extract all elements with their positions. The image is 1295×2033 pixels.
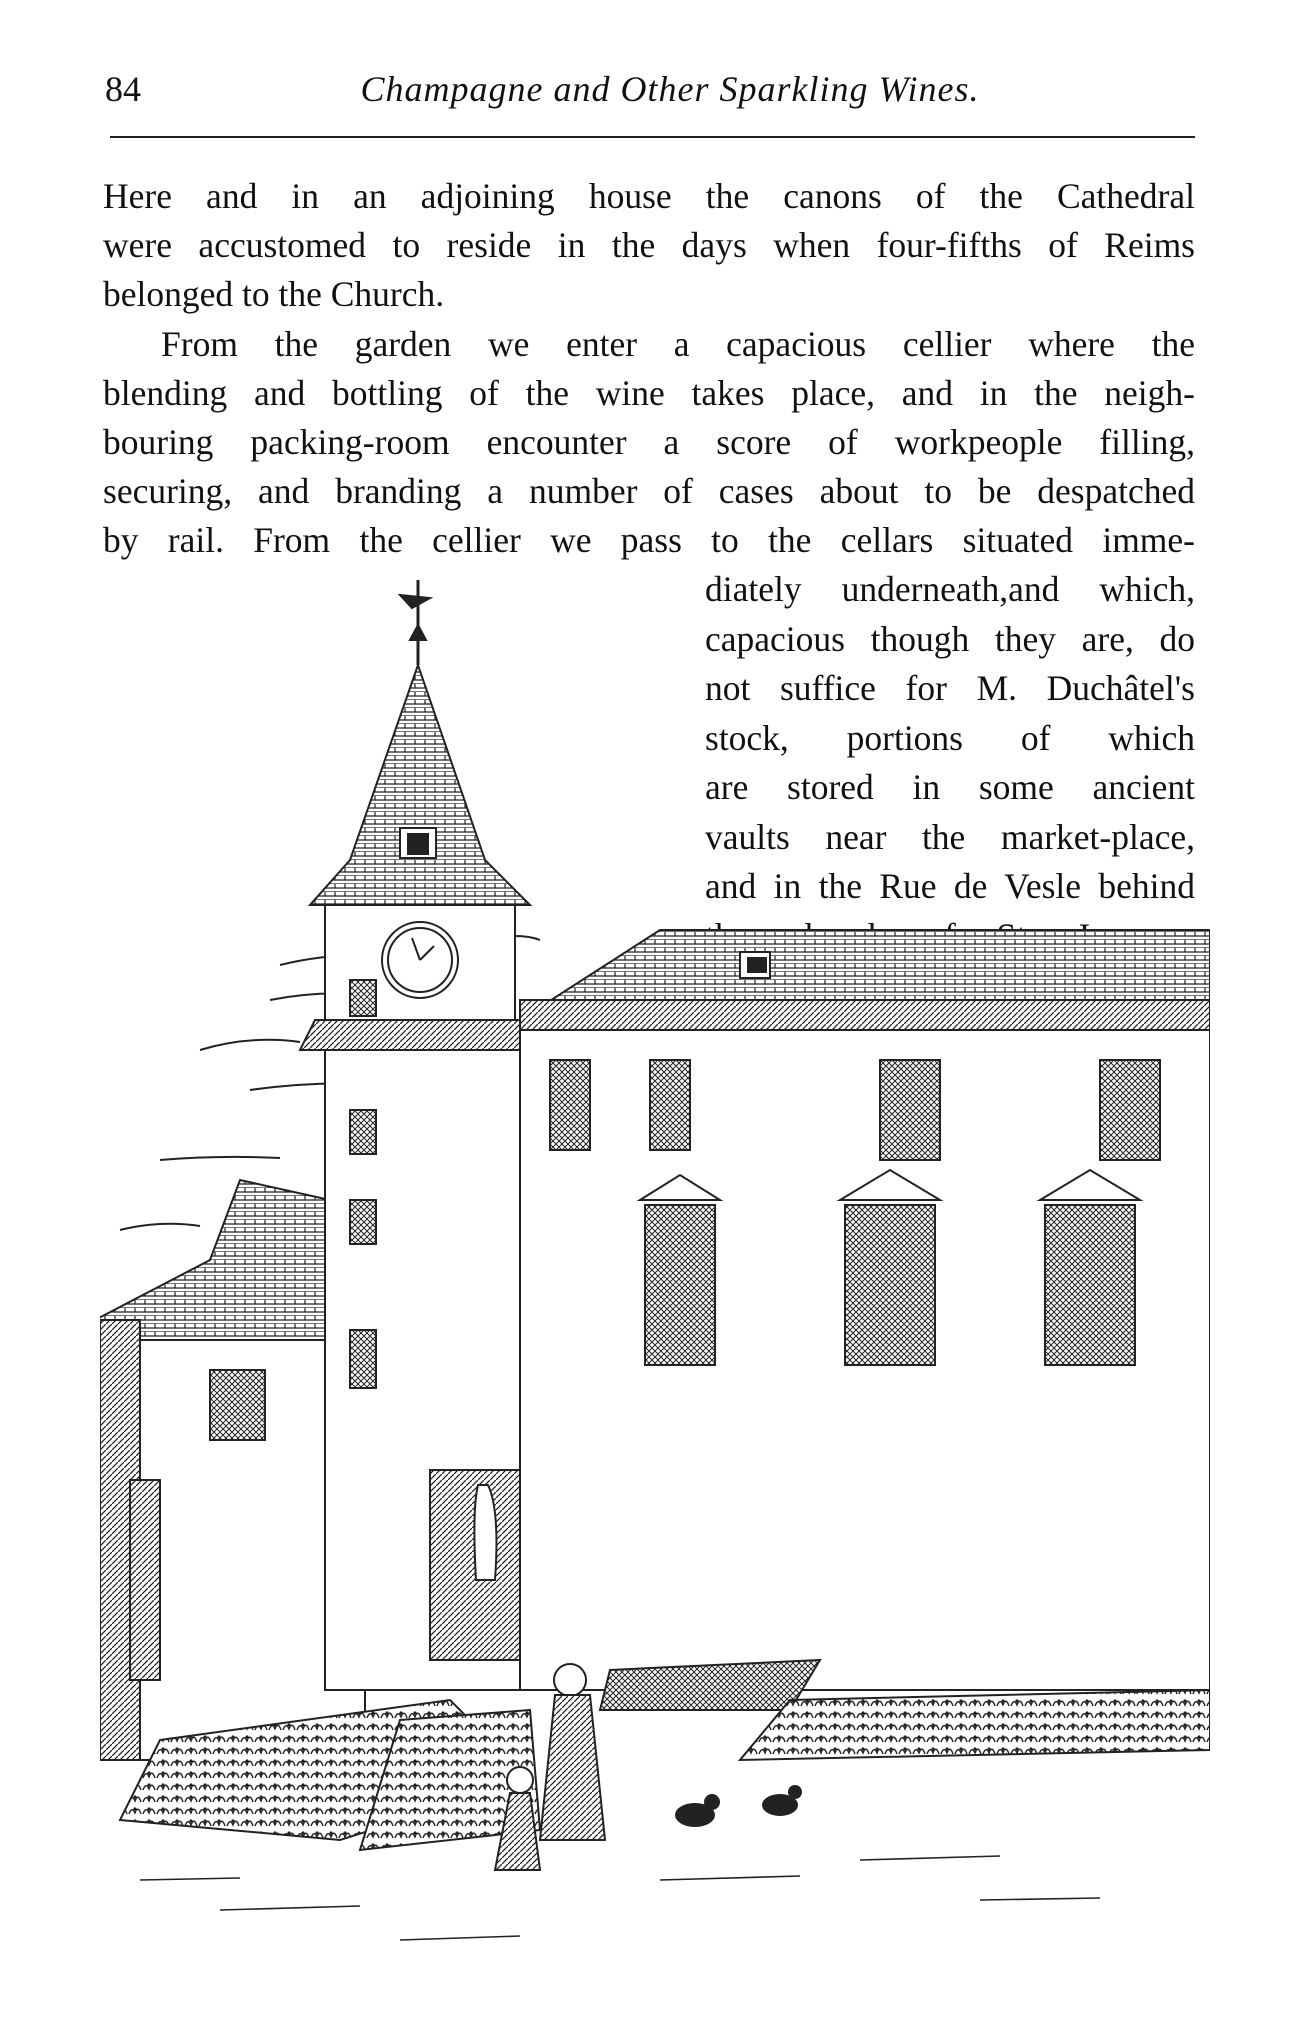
text-line: bouring packing-room encounter a score of workpeople filling, [103, 422, 1195, 462]
text-line: and in the Rue de Vesle behind [705, 866, 1195, 906]
text-line: are stored in some ancient [705, 767, 1195, 807]
page-number: 84 [105, 69, 141, 109]
text-line: vaults near the market-place, [705, 816, 1195, 857]
text-line: Here and in an adjoining house the canons of the Cathedral [103, 176, 1195, 216]
cats [675, 1785, 802, 1827]
paragraph-2 [103, 320, 1195, 565]
running-head [105, 68, 1195, 118]
ground-strokes [140, 1856, 1100, 1940]
text-line: From the garden we enter a capacious cellier where the [161, 324, 1195, 364]
text-line: stock, portions of which [705, 717, 1195, 758]
text-line: by rail. From the cellier we pass to the cellars situated imme- [103, 520, 1195, 560]
text-line: diately underneath,and which, [705, 569, 1195, 609]
text-line: were accustomed to reside in the days when four-fifths of Reims [103, 225, 1195, 265]
paragraph-1 [103, 172, 1195, 319]
text-line: securing, and branding a number of cases about to be despatched [103, 471, 1195, 511]
right-building [430, 930, 1210, 1690]
text-line: blending and bottling of the wine takes place, and in the neigh- [103, 373, 1195, 413]
header-rule [110, 136, 1195, 138]
courtyard-engraving [100, 580, 1210, 2000]
text-line: capacious though they are, do [705, 618, 1195, 659]
text-line: not suffice for M. Duchâtel's [705, 668, 1195, 708]
running-title: Champagne and Other Sparkling Wines. [360, 69, 980, 109]
text-line: belonged to the Church. [103, 274, 445, 314]
engraving-svg [100, 580, 1210, 2000]
